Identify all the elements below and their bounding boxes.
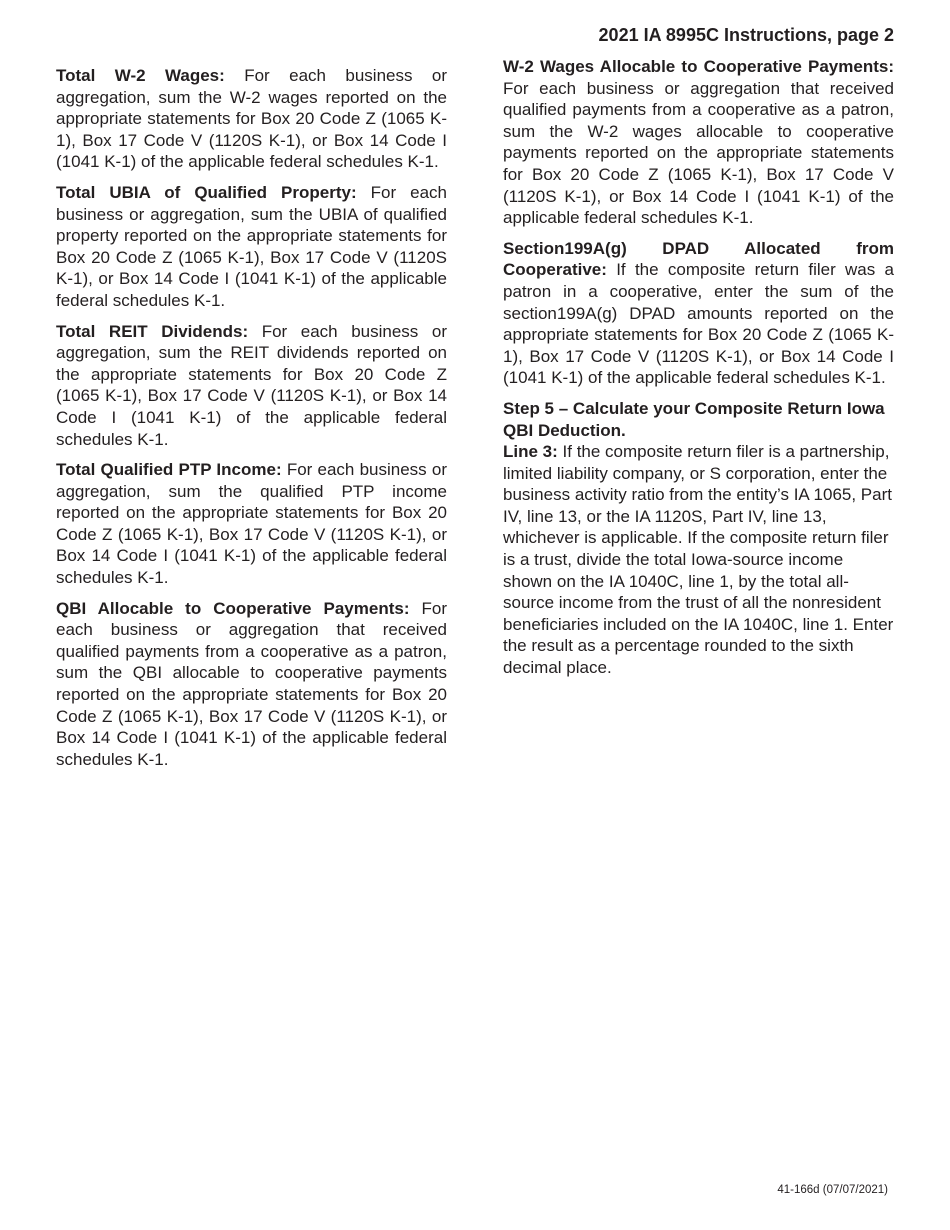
line3-paragraph — [503, 441, 894, 679]
paragraph-text: If the composite return filer was a patron in a cooperative, enter the sum of the section199A(g) DPAD amounts reported on the appropriate statements for Box 20 Code Z (1065 K-1), Box 17 Code V (1120S K-1), or Box 14 Code I (1041 K-1) of the applicable federal schedules K-1. — [503, 260, 894, 388]
dpad-paragraph — [503, 238, 894, 389]
page-title: 2021 IA 8995C Instructions, page 2 — [598, 25, 894, 45]
right-column — [503, 56, 894, 688]
paragraph-term: Line 3: — [503, 442, 558, 462]
qbi-cooperative-paragraph — [56, 598, 447, 771]
paragraph-term: Total REIT Dividends: — [56, 321, 249, 341]
paragraph-term: Total UBIA of Qualified Property: — [56, 182, 357, 202]
paragraph-text: For each business or aggregation, sum the qualified PTP income reported on the appropriate statements for Box 20 Code Z (1065 K-1), Box 17 Code V (1120S K-1), or Box 14 Code I (1041 K-1) of the applicable federal schedules K-1. — [56, 460, 448, 588]
w2-wages-cooperative-paragraph — [503, 56, 894, 229]
paragraph-text: For each business or aggregation that received qualified payments from a cooperative as a patron, sum the QBI allocable to cooperative payments reported on the appropriate statements for Box 20 Code Z (1065 K-1), Box 17 Code V (1120S K-1), or Box 14 Code I (1041 K-1) of the applicable federal schedules K-1. — [56, 598, 447, 769]
total-ubia-paragraph — [56, 182, 447, 312]
paragraph-text: For each business or aggregation, sum the UBIA of qualified property reported on the appropriate statements for Box 20 Code Z (1065 K-1), Box 17 Code V (1120S K-1), or Box 14 Code I (1041 K-1) of the applicable federal schedules K-1. — [56, 182, 447, 310]
paragraph-term: W-2 Wages Allocable to Cooperative Payments: — [503, 57, 894, 76]
paragraph-term: Section199A(g) DPAD Allocated from Cooperative: — [503, 238, 894, 280]
total-w2-wages-paragraph — [56, 65, 447, 173]
total-reit-dividends-paragraph — [56, 321, 447, 451]
form-code: 41-166d (07/07/2021) — [777, 1184, 888, 1196]
paragraph-term: Total W-2 Wages: — [56, 66, 225, 85]
left-column — [56, 65, 447, 779]
paragraph-term: Total Qualified PTP Income: — [56, 460, 282, 480]
paragraph-text: For each business or aggregation that received qualified payments from a cooperative as a patron, sum the W-2 wages allocable to cooperative payments reported on the appropriate statements for Box 20 Code Z (1065 K-1), Box 17 Code V (1120S K-1), or Box 14 Code I (1041 K-1) of the applicable federal schedules K-1. — [503, 78, 894, 228]
step5-heading: Step 5 – Calculate your Composite Return Iowa QBI Deduction. — [503, 398, 885, 440]
paragraph-text: If the composite return filer is a partnership, limited liability company, or S corporation, enter the business activity ratio from the entity’s IA 1065, Part IV, line 13, or the IA 1120S, Part IV, line 13, whichever is applicable. If the composite return filer is a trust, divide the total Iowa-source income shown on the IA 1040C, line 1, by the total all-source income from the trust of all the nonresident beneficiaries included on the IA 1040C, line 1. Enter the result as a percentage rounded to the sixth decimal place. — [503, 442, 894, 678]
paragraph-text: For each business or aggregation, sum the W-2 wages reported on the appropriate statements for Box 20 Code Z (1065 K-1), Box 17 Code V (1120S K-1), or Box 14 Code I (1041 K-1) of the applicable federal schedules K-1. — [56, 66, 448, 172]
total-ptp-income-paragraph — [56, 459, 447, 589]
paragraph-term: QBI Allocable to Cooperative Payments: — [56, 598, 410, 618]
paragraph-text: For each business or aggregation, sum the REIT dividends reported on the appropriate statements for Box 20 Code Z (1065 K-1), Box 17 Code V (1120S K-1), or Box 14 Code I (1041 K-1) of the applicable federal schedules K-1. — [56, 321, 447, 449]
